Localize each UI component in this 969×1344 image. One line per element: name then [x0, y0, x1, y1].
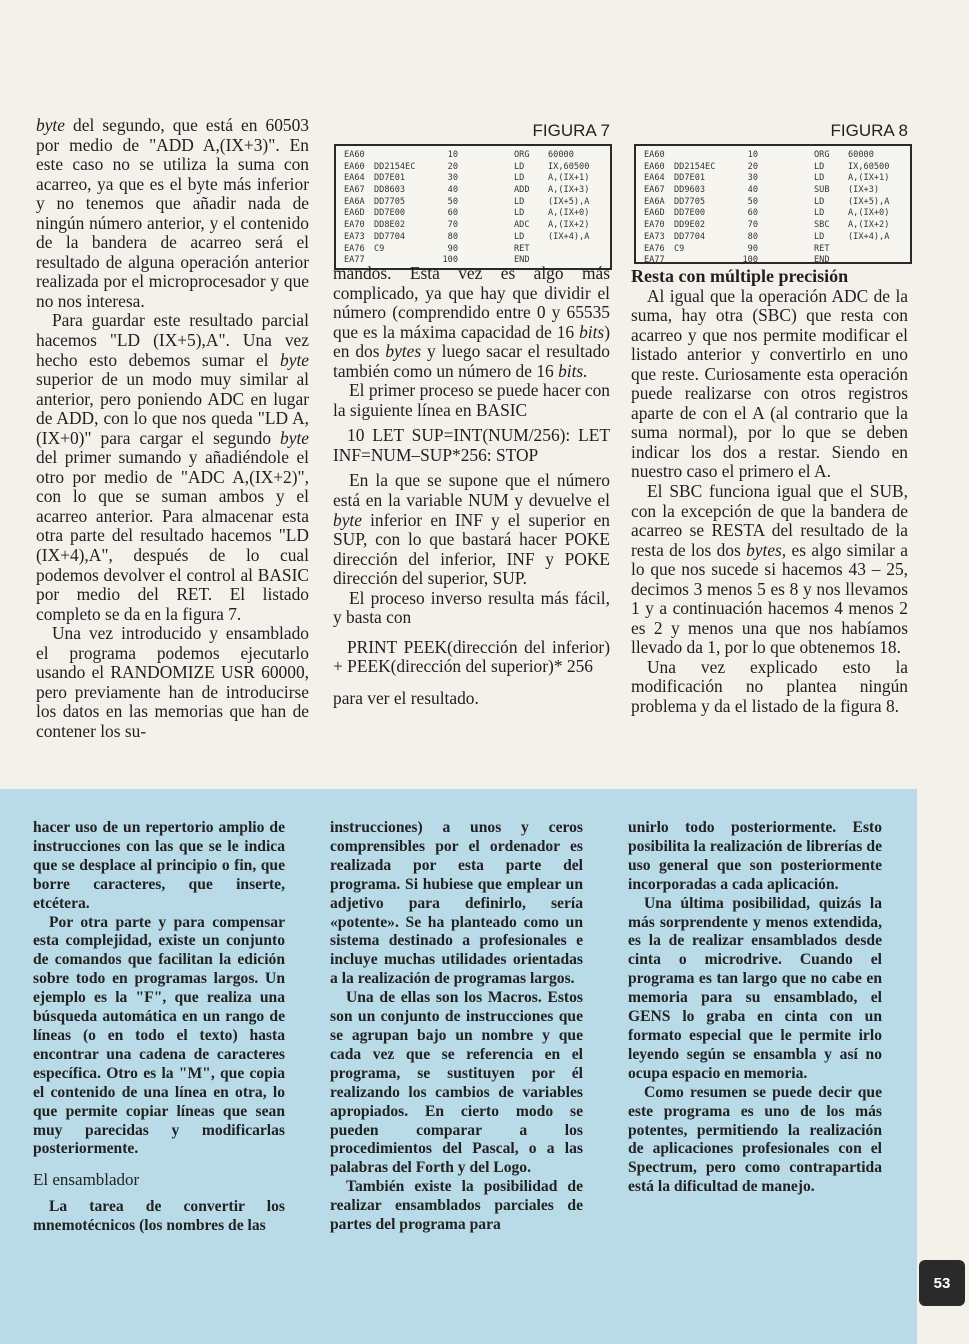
listing-row [636, 162, 910, 174]
line-number: 20 [747, 161, 758, 172]
line-number: 50 [447, 196, 458, 207]
mnemonic: ADD [514, 185, 530, 196]
figure-8-title: FIGURA 8 [830, 121, 908, 140]
opcode: DD2154EC [374, 161, 416, 172]
line-number: 60 [447, 208, 458, 219]
opcode: DD9603 [674, 185, 706, 196]
line-number: 40 [447, 185, 458, 196]
paragraph: También existe la posibilidad de realizar ensamblados parciales de partes del programa para [330, 1178, 583, 1234]
address: EA77 [344, 255, 365, 266]
box-column-3 [628, 819, 882, 1197]
address: EA6D [344, 208, 365, 219]
paragraph [631, 482, 908, 658]
mnemonic: LD [814, 173, 825, 184]
mnemonic: ADC [514, 220, 530, 231]
line-number: 60 [747, 208, 758, 219]
section-heading: Resta con múltiple precisión [631, 266, 849, 286]
line-number: 80 [447, 231, 458, 242]
address: EA73 [644, 231, 665, 242]
mnemonic: LD [814, 208, 825, 219]
listing-row [336, 232, 610, 244]
paragraph: Una vez introducido y ensamblado el programa podemos ejecutarlo usando el RANDOMIZE USR 60000, pero previamente han de introducirse los datos en las memorias que han de contener los su- [36, 623, 309, 741]
operand: A,(IX+3) [548, 185, 590, 196]
mnemonic: RET [814, 243, 830, 254]
paragraph [36, 311, 309, 624]
line-number: 100 [742, 255, 758, 266]
paragraph: El primer proceso se puede hacer con la siguiente línea en BASIC [333, 380, 610, 420]
address: EA60 [344, 150, 365, 160]
italic-text: byte [280, 427, 309, 448]
listing-row [636, 197, 910, 209]
opcode: DD7705 [674, 196, 706, 207]
paragraph: Al igual que la operación ADC de la suma, hay otra (SBC) que resta con acarreo y que nos permite modificar el listado anterior y convertirlo en uno que reste. Curiosamente esta operación puede realizarse con otros registros aparte de con el A (al contrario que la suma normal), por lo que se deben indicar los dos a restar. Siendo en nuestro caso el primero el A. [631, 285, 908, 482]
listing-row [336, 150, 610, 162]
line-number: 20 [447, 161, 458, 172]
address: EA67 [344, 185, 365, 196]
basic-code-line: 10 LET SUP=INT(NUM/256): LET INF=NUM–SUP*256: STOP [333, 425, 610, 465]
line-number: 80 [747, 231, 758, 242]
opcode: C9 [374, 243, 385, 254]
mnemonic: RET [514, 243, 530, 254]
text: superior de un modo muy similar al anterior, pero poniendo ADC en lugar de ADD, con lo que nos queda "LD A,(IX+0)" para cargar el segundo [36, 369, 309, 448]
line-number: 90 [747, 243, 758, 254]
italic-text: bits [579, 321, 605, 342]
line-number: 30 [447, 173, 458, 184]
paragraph: instrucciones) a unos y ceros comprensibles por el ordenador es realizada por esta parte del programa. Si hubiese que emplear un adjetivo para definirlo, sería «potente». Se ha planteado como un sistema destinado a profesionales e incluye muchas utilidades orientadas a la realización de programas largos. [330, 819, 583, 988]
italic-text: byte [36, 115, 65, 135]
opcode: DD7E00 [674, 208, 706, 219]
operand: 60000 [548, 150, 574, 160]
address: EA60 [644, 161, 665, 172]
italic-text: bits. [558, 360, 588, 381]
text: es algo similar a lo que nos sucede si hacemos 43 – 25, decimos 3 menos 5 es 8 y nos llevamos 1 y a continuación hacemos 4 menos 2 es 2 y menos una que nos habíamos llevado da 1, por lo que obtenemos 18. [631, 539, 908, 658]
opcode: DD9E02 [674, 220, 706, 231]
line-number: 40 [747, 185, 758, 196]
text: En la que se supone que el número está en la variable NUM y devuelve el [333, 470, 610, 511]
opcode: DD7704 [374, 231, 406, 242]
paragraph [333, 264, 610, 381]
opcode: DD8603 [374, 185, 406, 196]
line-number: 70 [447, 220, 458, 231]
text: El SBC funciona igual que el SUB, con la excepción de que la bandera de acarreo se RESTA del resultado de la resta de los dos [631, 481, 908, 560]
listing-row [636, 208, 910, 220]
operand: IX,60500 [848, 161, 890, 172]
address: EA60 [344, 161, 365, 172]
text: Para guardar este resultado parcial hacemos "LD (IX+5),A". Una vez hecho esto debemos sumar el [36, 310, 309, 370]
paragraph: La tarea de convertir los mnemotécnicos (los nombres de las [33, 1198, 285, 1235]
line-number: 30 [747, 173, 758, 184]
listing-row [636, 244, 910, 256]
address: EA6D [644, 208, 665, 219]
line-number: 50 [747, 196, 758, 207]
paragraph: Una de ellas son los Macros. Estos son un conjunto de instrucciones que se agrupan bajo un nombre y que cada vez que se referencia en el programa, se sustituyen por él realizando los cambios de variables apropiados. En cierto modo se pueden comparar a los procedimientos del Pascal, o a las palabras del Forth y del Logo. [330, 989, 583, 1177]
mnemonic: LD [514, 208, 525, 219]
listing-row [336, 220, 610, 232]
mnemonic: LD [814, 231, 825, 242]
mnemonic: LD [514, 231, 525, 242]
address: EA70 [644, 220, 665, 231]
figure-8-listing [634, 144, 912, 264]
italic-text: bytes [385, 341, 422, 362]
address: EA70 [344, 220, 365, 231]
operand: (IX+5),A [548, 196, 590, 207]
operand: A,(IX+1) [548, 173, 590, 184]
address: EA64 [344, 173, 365, 184]
italic-text: byte [333, 509, 362, 530]
line-number: 10 [447, 150, 458, 160]
opcode: DD8E02 [374, 220, 406, 231]
figure-7-listing [334, 144, 612, 270]
operand: 60000 [848, 150, 874, 160]
address: EA76 [644, 243, 665, 254]
text: ) en dos [333, 321, 610, 362]
address: EA76 [344, 243, 365, 254]
mnemonic: LD [814, 196, 825, 207]
operand: A,(IX+2) [548, 220, 590, 231]
text: y luego sacar el resultado también como un número de 16 [333, 341, 610, 381]
paragraph: Por otra parte y para compensar esta complejidad, existe un conjunto de comandos que facilitan la edición sobre todo en programas largos. Un ejemplo es la "F", que realiza una búsqueda automática en un rango de líneas (o en todo el texto) hasta encontrar una cadena de caracteres específica. Otro es la "M", que copia el contenido de una línea en otra, lo que permite copiar líneas que sean muy parecidas y modificarlas posteriormente. [33, 913, 285, 1158]
box-heading: El ensamblador [33, 1170, 140, 1190]
listing-row [336, 162, 610, 174]
paragraph: hacer uso de un repertorio amplio de instrucciones con las que se le indica que se desplace al principio o fin, que borre caracteres, que inserte, etcétera. [33, 819, 285, 912]
opcode: DD7E00 [374, 208, 406, 219]
address: EA64 [644, 173, 665, 184]
address: EA67 [644, 185, 665, 196]
mnemonic: LD [514, 161, 525, 172]
paragraph: El proceso inverso resulta más fácil, y basta con [333, 587, 610, 628]
mnemonic: ORG [514, 150, 530, 160]
paragraph: Como resumen se puede decir que este programa es uno de los más potentes, permitiendo la realización de aplicaciones profesionales con el Spectrum, pero como contrapartida está la dificultad de manejo. [628, 1083, 882, 1196]
paragraph [333, 471, 610, 588]
listing-row [636, 185, 910, 197]
italic-text: byte [280, 349, 309, 370]
line-number: 10 [747, 150, 758, 160]
listing-row [336, 197, 610, 209]
operand: (IX+4),A [548, 231, 590, 242]
address: EA77 [644, 255, 665, 266]
listing-row [636, 232, 910, 244]
column-1 [36, 116, 309, 742]
paragraph: Una vez explicado esto la modificación no plantea ningún problema y da el listado de la figura 8. [631, 656, 908, 717]
listing-row [336, 208, 610, 220]
operand: A,(IX+2) [848, 220, 890, 231]
paragraph: Una última posibilidad, quizás la más sorprendente y menos extendida, es la de realizar ensamblados desde cinta o microdrive. Cuando el programa es tan largo que no cabe en memoria para su ensamblado, el GENS lo graba en cinta con un formato especial que le permite irlo leyendo según se ensambla y así no ocupa espacio en memoria. [628, 894, 882, 1082]
line-number: 70 [747, 220, 758, 231]
opcode: DD7E01 [674, 173, 706, 184]
mnemonic: END [814, 255, 830, 266]
paragraph [36, 116, 309, 311]
operand: (IX+4),A [848, 231, 890, 242]
listing-row [336, 185, 610, 197]
address: EA6A [344, 196, 365, 207]
text: mandos. Esta vez es algo más complicado, ya que hay que dividir el número (comprendido entre 0 y 65535 que es la máxima capacidad de 16 [333, 263, 610, 342]
address: EA6A [644, 196, 665, 207]
box-column-1 [33, 819, 285, 1236]
operand: A,(IX+1) [848, 173, 890, 184]
listing-row [336, 244, 610, 256]
address: EA60 [644, 150, 665, 160]
paragraph: para ver el resultado. [333, 687, 479, 708]
operand: (IX+5),A [848, 196, 890, 207]
column-3 [631, 267, 908, 717]
column-2 [333, 264, 610, 708]
listing-row [636, 173, 910, 185]
text: inferior en INF y el superior en SUP, con lo que bastará hacer POKE dirección del inferior, INF y POKE dirección del superior, SUP. [333, 509, 610, 589]
italic-text: bytes, [746, 539, 787, 560]
operand: IX,60500 [548, 161, 590, 172]
listing-row [336, 173, 610, 185]
page-number: 53 [919, 1260, 965, 1306]
operand: (IX+3) [848, 185, 880, 196]
mnemonic: SBC [814, 220, 830, 231]
mnemonic: SUB [814, 185, 830, 196]
figure-7-title: FIGURA 7 [532, 121, 610, 140]
mnemonic: END [514, 255, 530, 266]
text: del segundo, que está en 60503 por medio de "ADD A,(IX+3)". En este caso no se utiliza la suma con acarreo, ya que es el byte más inferior y no tenemos que añadir nada de ningún número anterior, y el contenido de la bandera de acarreo será el resultado de alguna operación anterior realizada por el microprocesador y que no nos interesa. [36, 115, 309, 311]
mnemonic: LD [814, 161, 825, 172]
text: del primer sumando y añadiéndole el otro por medio de "ADC A,(IX+2)", con lo que se suman ambos y el acarreo anterior. Para almacenar esta otra parte del resultado hacemos "LD (IX+4),A", después de lo cual podemos devolver el control al BASIC por medio del RET. El listado completo se da en la figura 7. [36, 447, 309, 624]
mnemonic: LD [514, 173, 525, 184]
mnemonic: LD [514, 196, 525, 207]
line-number: 100 [442, 255, 458, 266]
opcode: DD7E01 [374, 173, 406, 184]
opcode: DD2154EC [674, 161, 716, 172]
opcode: C9 [674, 243, 685, 254]
paragraph: unirlo todo posteriormente. Esto posibilita la realización de librerías de uso general que son posteriormente incorporadas a cada aplicación. [628, 819, 882, 893]
box-column-2 [330, 819, 583, 1235]
listing-row [636, 150, 910, 162]
basic-code-line: PRINT PEEK(dirección del inferior) + PEEK(dirección del superior)* 256 [333, 636, 610, 677]
listing-row [636, 220, 910, 232]
mnemonic: ORG [814, 150, 830, 160]
opcode: DD7705 [374, 196, 406, 207]
sidebar-box [0, 789, 917, 1344]
operand: A,(IX+0) [848, 208, 890, 219]
address: EA73 [344, 231, 365, 242]
line-number: 90 [447, 243, 458, 254]
opcode: DD7704 [674, 231, 706, 242]
operand: A,(IX+0) [548, 208, 590, 219]
